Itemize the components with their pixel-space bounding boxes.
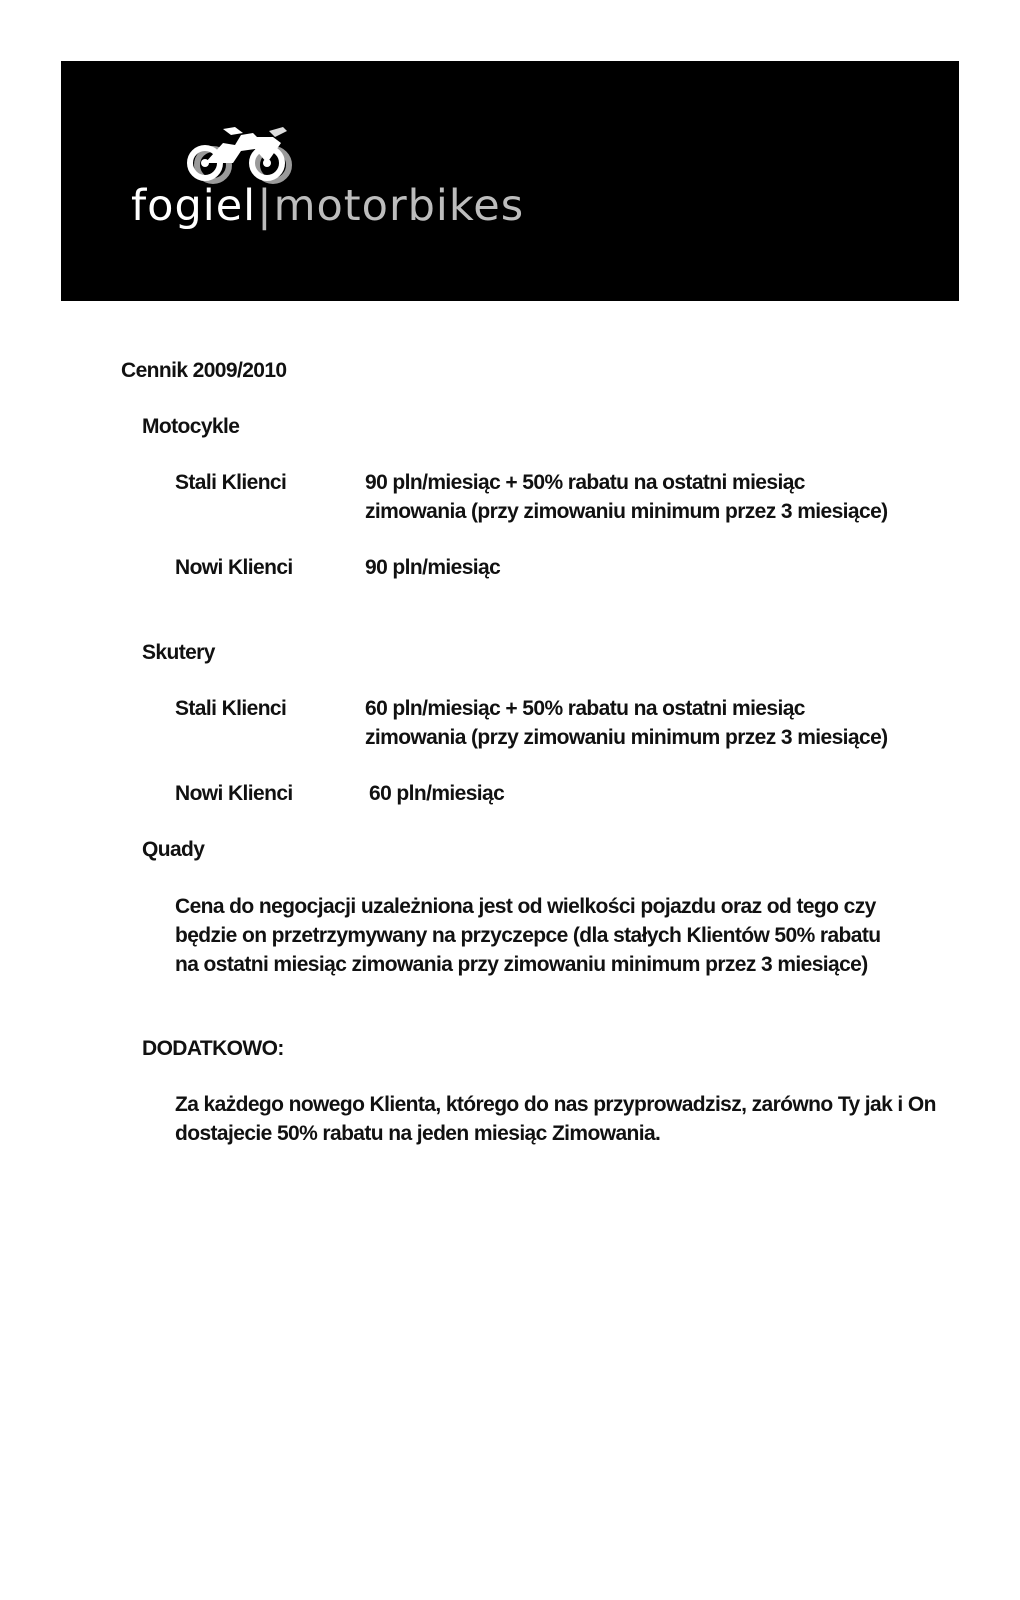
header-banner [61, 61, 959, 301]
paragraph-line: dostajecie 50% rabatu na jeden miesiąc Zimowania. [175, 1122, 661, 1145]
row-value-line: 60 pln/miesiąc [369, 782, 505, 805]
row-label: Stali Klienci [175, 697, 287, 720]
section-heading-quady: Quady [142, 838, 205, 861]
paragraph-line: Za każdego nowego Klienta, którego do nas przyprowadzisz, zarówno Ty jak i On [175, 1093, 936, 1116]
row-label: Nowi Klienci [175, 556, 293, 579]
paragraph-line: na ostatni miesiąc zimowania przy zimowaniu minimum przez 3 miesiące) [175, 953, 868, 976]
row-label: Nowi Klienci [175, 782, 293, 805]
section-heading-skutery: Skutery [142, 641, 215, 664]
row-value-line: 60 pln/miesiąc + 50% rabatu na ostatni miesiąc [365, 697, 805, 720]
row-value-line: zimowania (przy zimowaniu minimum przez 3 miesiące) [365, 726, 888, 749]
row-value-line: 90 pln/miesiąc + 50% rabatu na ostatni miesiąc [365, 471, 805, 494]
logo-text: fogiel|motorbikes [131, 181, 525, 231]
paragraph-line: będzie on przetrzymywany na przyczepce (dla stałych Klientów 50% rabatu [175, 924, 881, 947]
row-label: Stali Klienci [175, 471, 287, 494]
section-heading-motocykle: Motocykle [142, 415, 240, 438]
page-title: Cennik 2009/2010 [121, 359, 287, 382]
row-value-line: zimowania (przy zimowaniu minimum przez 3 miesiące) [365, 500, 888, 523]
row-value-line: 90 pln/miesiąc [365, 556, 501, 579]
section-heading-dodatkowo: DODATKOWO: [142, 1037, 284, 1060]
paragraph-line: Cena do negocjacji uzależniona jest od wielkości pojazdu oraz od tego czy [175, 895, 876, 918]
